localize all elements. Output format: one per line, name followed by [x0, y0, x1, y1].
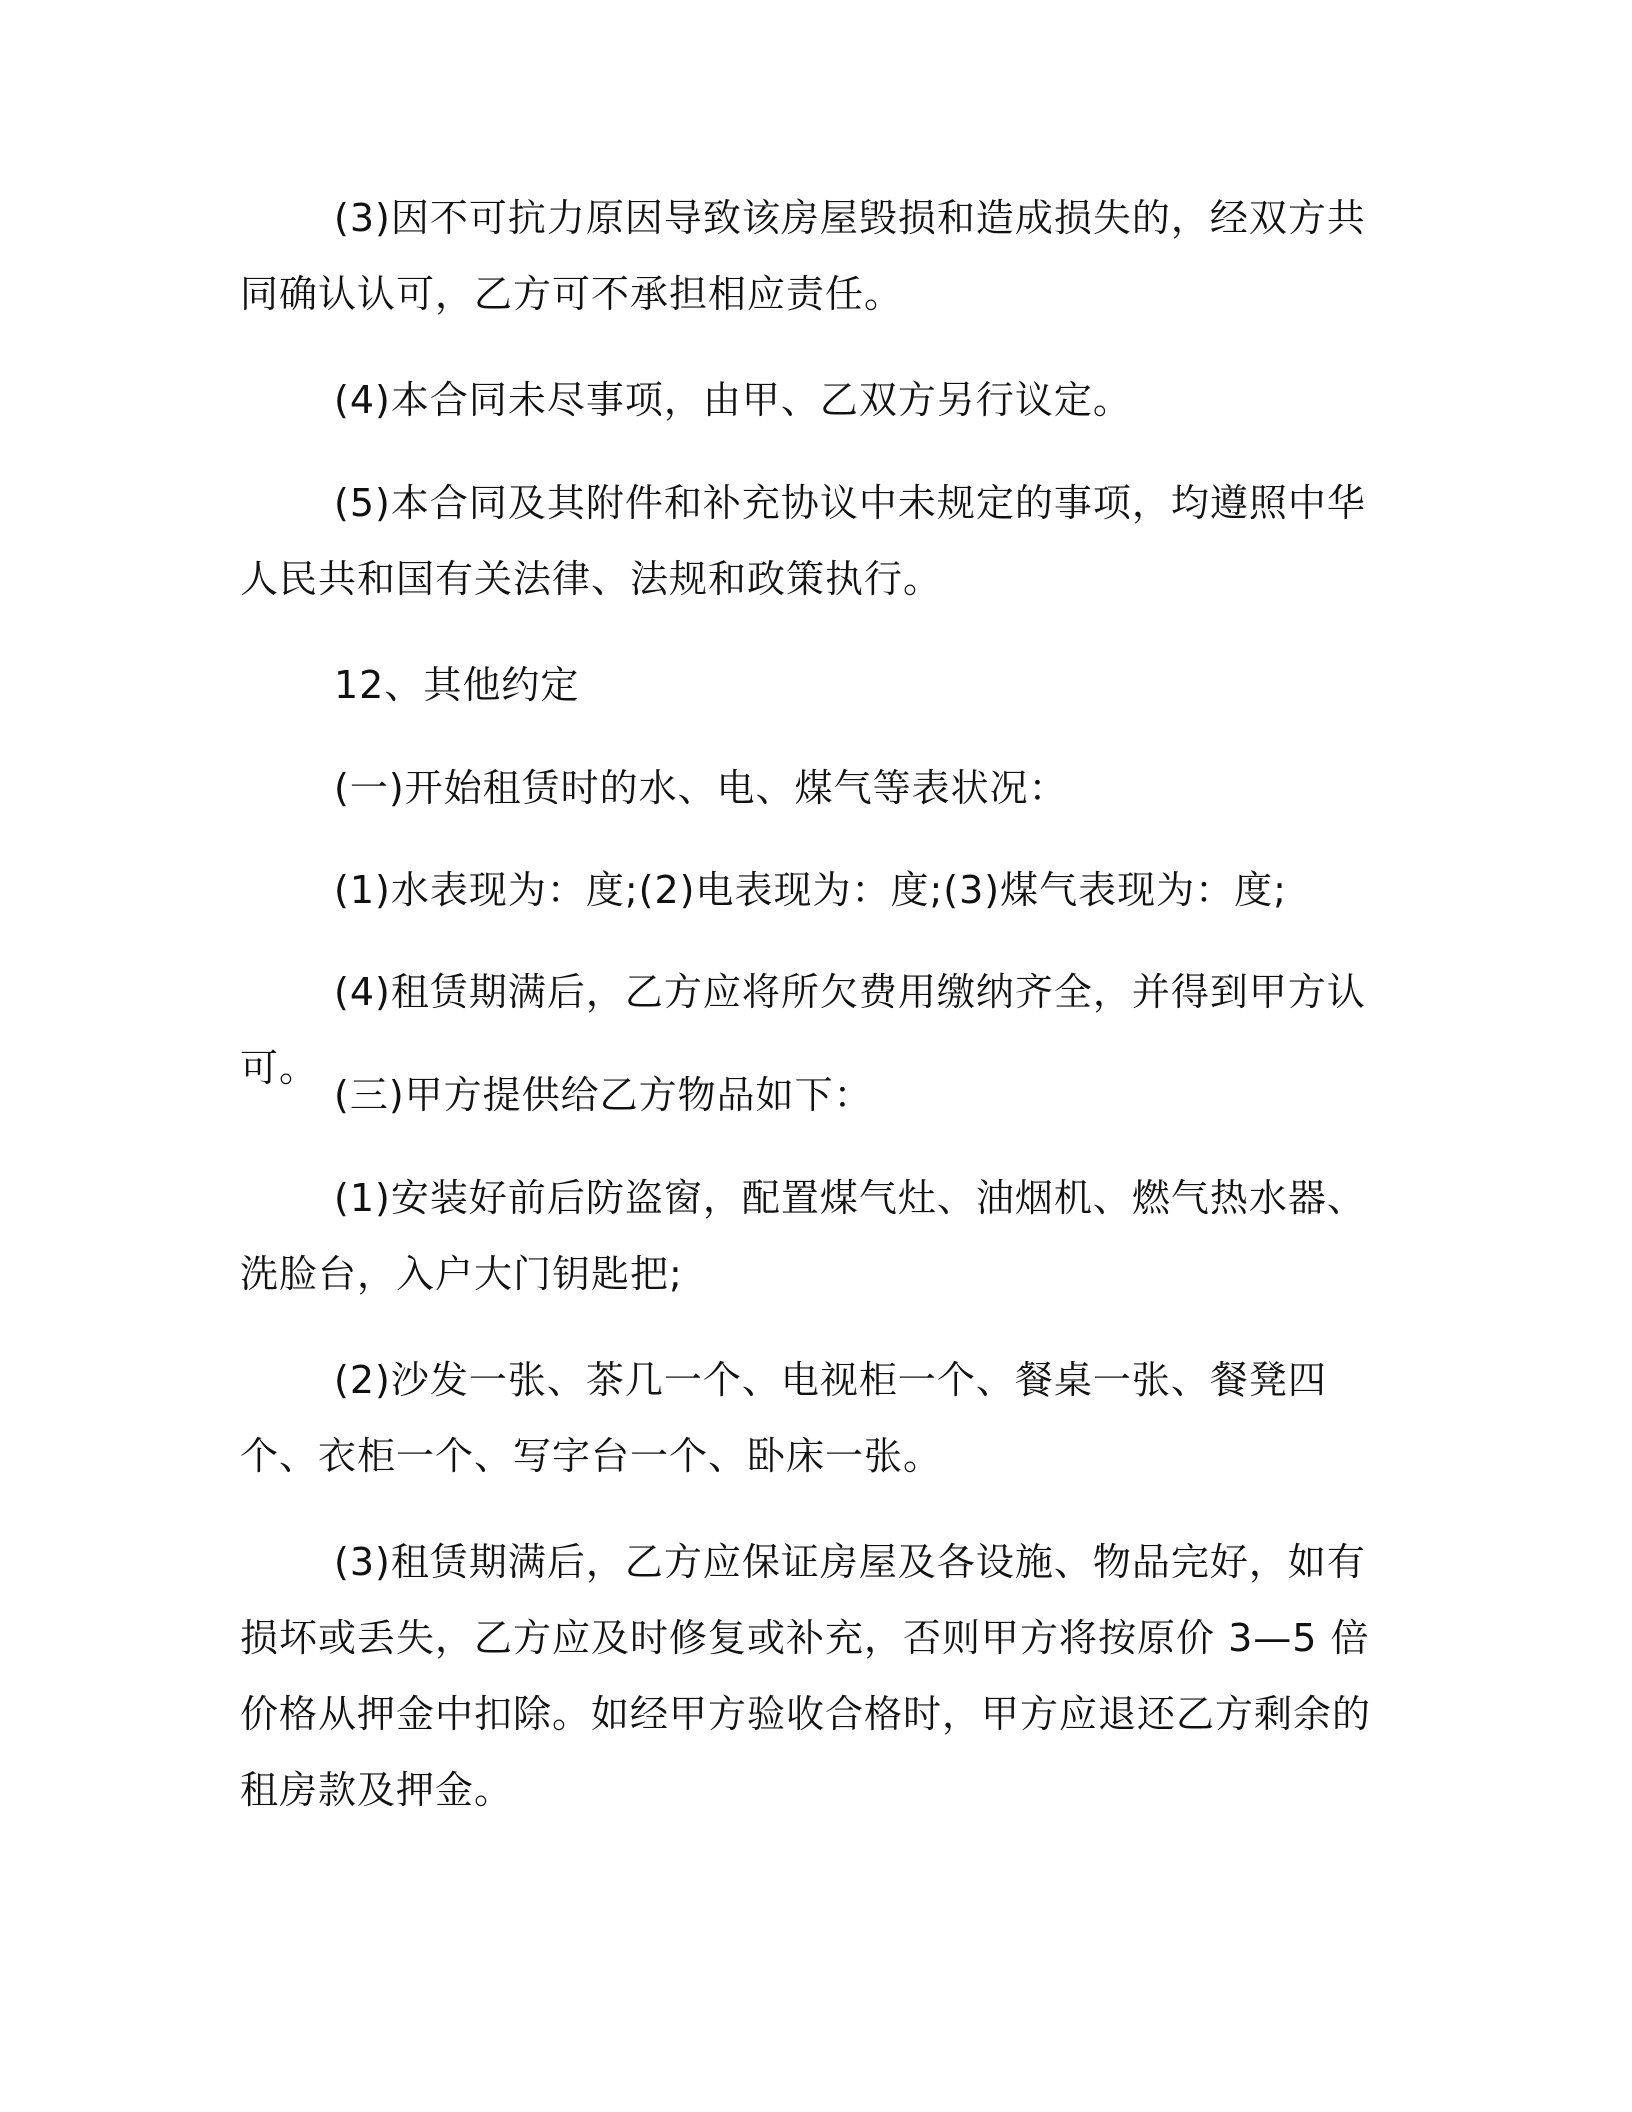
paragraph-applicable-law: (5)本合同及其附件和补充协议中未规定的事项，均遵照中华人民共和国有关法律、法规和政策执行。 — [240, 481, 1366, 601]
paragraph-installed-fixtures: (1)安装好前后防盗窗，配置煤气灶、油烟机、燃气热水器、洗脸台，入户大门钥匙把; — [240, 1176, 1366, 1296]
section-heading-other-agreements: 12、其他约定 — [334, 663, 580, 707]
paragraph-meter-status: (一)开始租赁时的水、电、煤气等表状况： — [334, 766, 1068, 810]
paragraph-furniture-list: (2)沙发一张、茶几一个、电视柜一个、餐桌一张、餐凳四个、衣柜一个、写字台一个、卧床一张。 — [240, 1358, 1327, 1478]
paragraph-items-provided: (三)甲方提供给乙方物品如下： — [334, 1073, 873, 1117]
paragraph-fees-settlement: (4)租赁期满后，乙方应将所欠费用缴纳齐全，并得到甲方认可。 — [240, 970, 1366, 1090]
paragraph-end-of-lease: (3)租赁期满后，乙方应保证房屋及各设施、物品完好，如有损坏或丢失，乙方应及时修复或补充，否则甲方将按原价 3—5 倍价格从押金中扣除。如经甲方验收合格时，甲方应退还乙方剩余的租房款及押金。 — [240, 1540, 1372, 1812]
paragraph-unresolved-matters: (4)本合同未尽事项，由甲、乙双方另行议定。 — [334, 378, 1132, 422]
paragraph-meter-readings: (1)水表现为：度;(2)电表现为：度;(3)煤气表现为：度; — [334, 868, 1287, 912]
paragraph-force-majeure: (3)因不可抗力原因导致该房屋毁损和造成损失的，经双方共同确认认可，乙方可不承担相应责任。 — [240, 196, 1366, 316]
